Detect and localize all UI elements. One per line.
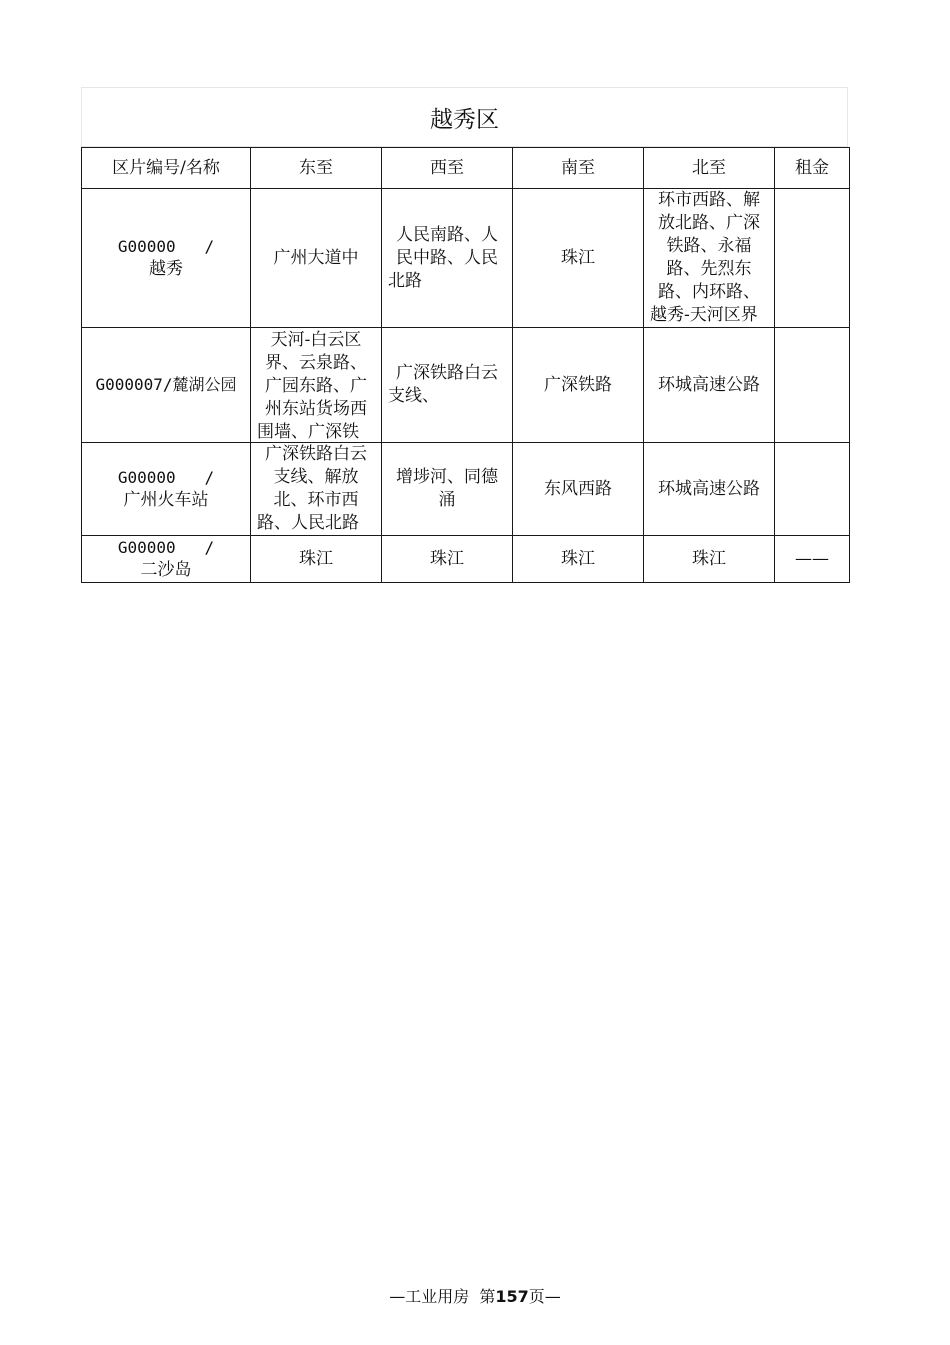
table-row xyxy=(82,536,850,583)
id-code: G00000 xyxy=(117,237,176,256)
table-row xyxy=(82,443,850,536)
cell-west: 珠江 xyxy=(382,536,513,583)
id-slash: / xyxy=(204,468,215,487)
cell-south: 东风西路 xyxy=(513,443,644,536)
id-slash: / xyxy=(204,538,215,557)
id-name: 越秀 xyxy=(149,259,183,279)
header-south: 南至 xyxy=(513,148,644,189)
cell-id xyxy=(82,443,251,536)
table-title: 越秀区 xyxy=(81,87,848,147)
cell-south: 珠江 xyxy=(513,189,644,328)
footer-suffix: 页— xyxy=(528,1287,561,1306)
cell-north: 环城高速公路 xyxy=(644,328,775,443)
id-name: 二沙岛 xyxy=(140,560,192,580)
header-row xyxy=(82,148,850,189)
cell-west: 人民南路、人民中路、人民北路 xyxy=(382,189,513,328)
cell-rent xyxy=(775,443,850,536)
footer-prefix: —工业用房 第 xyxy=(389,1287,496,1306)
cell-north: 珠江 xyxy=(644,536,775,583)
cell-north: 环市西路、解放北路、广深铁路、永福路、先烈东路、内环路、越秀-天河区界 xyxy=(644,189,775,328)
cell-east: 广州大道中 xyxy=(251,189,382,328)
cell-rent xyxy=(775,328,850,443)
header-east: 东至 xyxy=(251,148,382,189)
cell-east: 珠江 xyxy=(251,536,382,583)
cell-north: 环城高速公路 xyxy=(644,443,775,536)
cell-west: 广深铁路白云支线、 xyxy=(382,328,513,443)
cell-id xyxy=(82,189,251,328)
id-code: G00000 xyxy=(117,468,176,487)
page-number: 157 xyxy=(495,1287,529,1306)
header-north: 北至 xyxy=(644,148,775,189)
table-row xyxy=(82,328,850,443)
district-table xyxy=(81,147,850,583)
cell-id xyxy=(82,536,251,583)
header-rent: 租金 xyxy=(775,148,850,189)
cell-south: 珠江 xyxy=(513,536,644,583)
id-name: 广州火车站 xyxy=(123,490,209,510)
cell-rent xyxy=(775,189,850,328)
id-slash: / xyxy=(204,237,215,256)
header-west: 西至 xyxy=(382,148,513,189)
id-full: G000007/麓湖公园 xyxy=(95,375,237,394)
id-code: G00000 xyxy=(117,538,176,557)
header-id: 区片编号/名称 xyxy=(82,148,251,189)
cell-south: 广深铁路 xyxy=(513,328,644,443)
cell-east xyxy=(251,328,382,443)
cell-east-text: 天河-白云区界、云泉路、广园东路、广州东站货场西围墙、广深铁 xyxy=(257,330,367,441)
cell-id xyxy=(82,328,251,443)
cell-east: 广深铁路白云支线、解放北、环市西路、人民北路 xyxy=(251,443,382,536)
cell-west: 增埗河、同德涌 xyxy=(382,443,513,536)
table-row xyxy=(82,189,850,328)
cell-rent: —— xyxy=(775,536,850,583)
page-footer xyxy=(0,1284,950,1307)
